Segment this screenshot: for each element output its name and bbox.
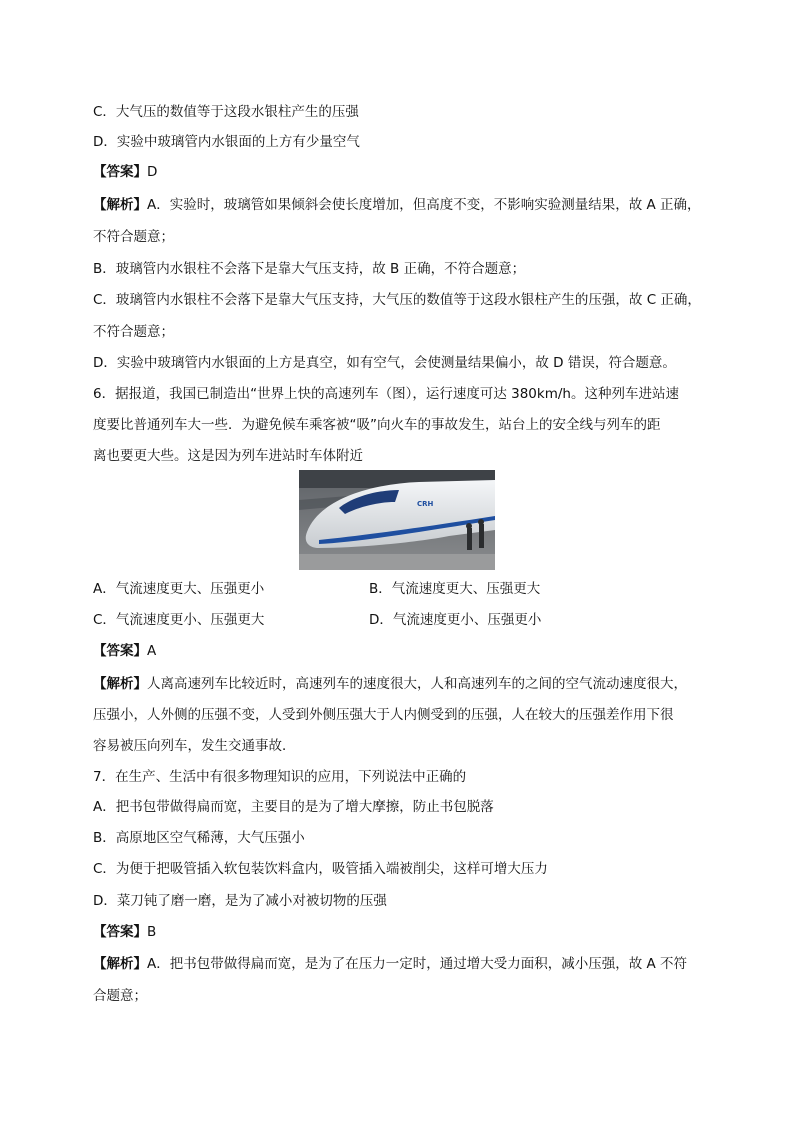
analysis-text: 压强小，人外侧的压强不变，人受到外侧压强大于人内侧受到的压强，人在较大的压强差作用下很 [93,707,674,723]
analysis-text: C．玻璃管内水银柱不会落下是靠大气压支持，大气压的数值等于这段水银柱产生的压强，故 C 正确， [93,292,701,308]
question-6: 6．据报道，我国已制造出“世界上快的高速列车（图），运行速度可达 380km/h。这种列车进站速 [93,386,679,402]
option-c: C．为便于把吸管插入软包装饮料盒内，吸管插入端被削尖，这样可增大压力 [93,861,548,877]
answer-value: D [147,164,158,180]
answer-label: 【答案】 [93,164,147,180]
question-6-text: 离也要更大些。这是因为列车进站时车体附近 [93,448,363,464]
crh-logo: CRH [417,500,434,508]
analysis-text: A．实验时，玻璃管如果倾斜会使长度增加，但高度不变，不影响实验测量结果，故 A 正确， [147,197,701,213]
analysis-line [93,196,701,214]
option-a: A．气流速度更大、压强更小 [93,581,265,597]
option-a: A．把书包带做得扁而宽，主要目的是为了增大摩擦，防止书包脱落 [93,799,494,815]
option-d: D．实验中玻璃管内水银面的上方有少量空气 [93,134,360,150]
analysis-text: 容易被压向列车，发生交通事故． [93,738,296,754]
answer-label: 【答案】 [93,643,147,659]
analysis-text: 人离高速列车比较近时，高速列车的速度很大，人和高速列车的之间的空气流动速度很大， [147,676,687,692]
answer-line [93,642,156,660]
analysis-text: D．实验中玻璃管内水银面的上方是真空，如有空气，会使测量结果偏小，故 D 错误，符合题意。 [93,355,676,371]
option-c: C．大气压的数值等于这段水银柱产生的压强 [93,104,359,120]
analysis-line [93,675,687,693]
answer-line [93,923,156,941]
analysis-text: B．玻璃管内水银柱不会落下是靠大气压支持，故 B 正确，不符合题意； [93,261,526,277]
option-d: D．菜刀钝了磨一磨，是为了减小对被切物的压强 [93,893,387,909]
train-photo [299,470,495,570]
question-6-text: 度要比普通列车大一些．为避免候车乘客被“吸”向火车的事故发生，站台上的安全线与列车的距 [93,417,661,433]
high-speed-train-image [299,470,495,570]
analysis-label: 【解析】 [93,956,147,972]
option-c: C．气流速度更小、压强更大 [93,612,265,628]
analysis-text: 不符合题意； [93,324,174,340]
answer-label: 【答案】 [93,924,147,940]
option-b: B．气流速度更大、压强更大 [369,581,541,597]
analysis-text: 不符合题意； [93,229,174,245]
analysis-line [93,955,687,973]
answer-value: A [147,643,157,659]
analysis-text: 合题意； [93,988,147,1004]
answer-value: B [147,924,157,940]
analysis-label: 【解析】 [93,676,147,692]
question-7: 7．在生产、生活中有很多物理知识的应用，下列说法中正确的 [93,769,467,785]
option-b: B．高原地区空气稀薄，大气压强小 [93,830,305,846]
analysis-label: 【解析】 [93,197,147,213]
answer-line [93,163,157,181]
option-d: D．气流速度更小、压强更小 [369,612,542,628]
analysis-text: A．把书包带做得扁而宽，是为了在压力一定时，通过增大受力面积，减小压强，故 A 不符 [147,956,688,972]
